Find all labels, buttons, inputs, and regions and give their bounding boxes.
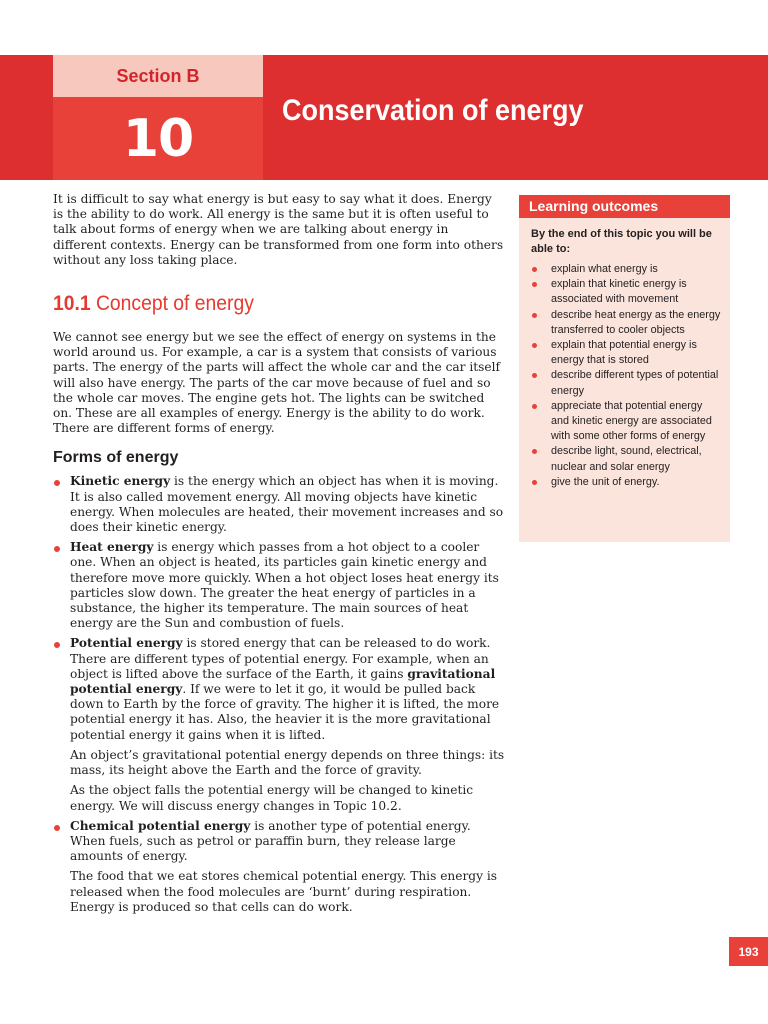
list-item-kinetic [53, 474, 505, 535]
kinetic-text: is the energy which an object has when it is moving. It is also called movement energy. All moving objects have kinetic energy. When molecules are heated, their movement increases and so does their kinetic energy. [70, 474, 504, 535]
outcome-text: appreciate that potential energy and kinetic energy are associated with some other forms of energy [551, 399, 712, 443]
intro-paragraph: It is difficult to say what energy is but easy to say what it does. Energy is the ability to do work. All energy is the same but it is often useful to talk about forms of energy when we are talking about energy in different contexts. Energy can be transformed from one form into others without any loss taking place. [53, 192, 504, 267]
section-title: Concept of energy [95, 292, 254, 316]
learning-outcomes-box [519, 195, 730, 542]
list-item [531, 338, 722, 368]
learning-outcomes-intro: By the end of this topic you will be able to: [531, 228, 712, 255]
list-item [531, 399, 722, 445]
term-gravitational: gravitational potential energy [70, 666, 496, 697]
term-kinetic: Kinetic energy [70, 474, 171, 489]
main-content [53, 192, 505, 920]
bullet-icon [54, 825, 60, 831]
bullet-icon [532, 343, 537, 348]
heat-text: is energy which passes from a hot object to a cooler one. When an object is heated, its particles gain kinetic energy and therefore move more quickly. When a hot object loses heat energy its particles slow down. The greater the heat energy of particles in a substance, the higher its temperature. The main sources of heat energy are the Sun and combustion of fuels. [70, 540, 499, 631]
term-potential: Potential energy [70, 636, 183, 651]
bullet-icon [532, 313, 537, 318]
bullet-icon [532, 373, 537, 378]
list-item [531, 475, 722, 490]
section-number: 10.1 [53, 292, 91, 316]
page-number: 193 [729, 937, 768, 966]
outcome-text: give the unit of energy. [551, 475, 660, 488]
section-body: We cannot see energy but we see the effect of energy on systems in the world around us. For example, a car is a system that consists of various parts. The energy of the parts will affect the whole car and the car itself will also have energy. The parts of the car move because of fuel and so the whole car moves. The engine gets hot. The lights can be switched on. These are all examples of energy. Energy is the ability to do work. There are different forms of energy. [53, 330, 501, 436]
list-item [531, 368, 722, 398]
outcome-text: describe heat energy as the energy transferred to cooler objects [551, 308, 721, 336]
outcome-text: explain that potential energy is energy that is stored [551, 339, 697, 367]
potential-text-b: . If we were to let it go, it would be pulled back down to Earth by the force of gravity. The higher it is lifted, the more potential energy it has. Also, the heavier it is the more gravitational potential energy it gains when it is lifted. [70, 682, 500, 742]
chemical-para-2: The food that we eat stores chemical potential energy. This energy is released when the food molecules are ‘burnt’ during respiration. Energy is produced so that cells can do work. [70, 869, 498, 914]
list-item [531, 444, 722, 474]
outcome-text: explain what energy is [551, 263, 658, 275]
list-item-heat [53, 540, 505, 631]
term-heat: Heat energy [70, 540, 154, 555]
chapter-title: Conservation of energy [282, 94, 584, 127]
forms-heading: Forms of energy [53, 449, 179, 467]
potential-para-3: As the object falls the potential energy will be changed to kinetic energy. We will discuss energy changes in Topic 10.2. [70, 783, 474, 813]
outcome-text: describe different types of potential energy [551, 369, 719, 397]
list-item-chemical [53, 819, 505, 915]
list-item [531, 308, 722, 338]
bullet-icon [532, 480, 537, 485]
bullet-icon [532, 267, 537, 272]
bullet-icon [532, 282, 537, 287]
chapter-number: 10 [53, 97, 263, 180]
learning-outcomes-list [519, 262, 730, 490]
section-heading [53, 292, 469, 316]
list-item-potential [53, 636, 505, 813]
potential-para-2: An object’s gravitational potential energy depends on three things: its mass, its height above the Earth and the force of gravity. [70, 747, 505, 778]
outcome-text: describe light, sound, electrical, nuclear and solar energy [551, 445, 702, 473]
term-chemical: Chemical potential energy [70, 818, 251, 833]
outcome-text: explain that kinetic energy is associated with movement [551, 278, 687, 306]
bullet-icon [54, 546, 60, 552]
bullet-icon [54, 642, 60, 648]
potential-text-a: is stored energy that can be released to do work. There are different types of potential energy. For example, when an object is lifted above the surface of the Earth, it gains [70, 636, 491, 681]
list-item [531, 277, 722, 307]
chemical-text: is another type of potential energy. When fuels, such as petrol or paraffin burn, they release large amounts of energy. [70, 818, 471, 864]
forms-list [53, 474, 505, 914]
bullet-icon [532, 404, 537, 409]
bullet-icon [54, 480, 60, 486]
section-label: Section B [53, 55, 263, 97]
list-item [531, 262, 722, 277]
bullet-icon [532, 449, 537, 454]
learning-outcomes-heading: Learning outcomes [519, 195, 730, 218]
